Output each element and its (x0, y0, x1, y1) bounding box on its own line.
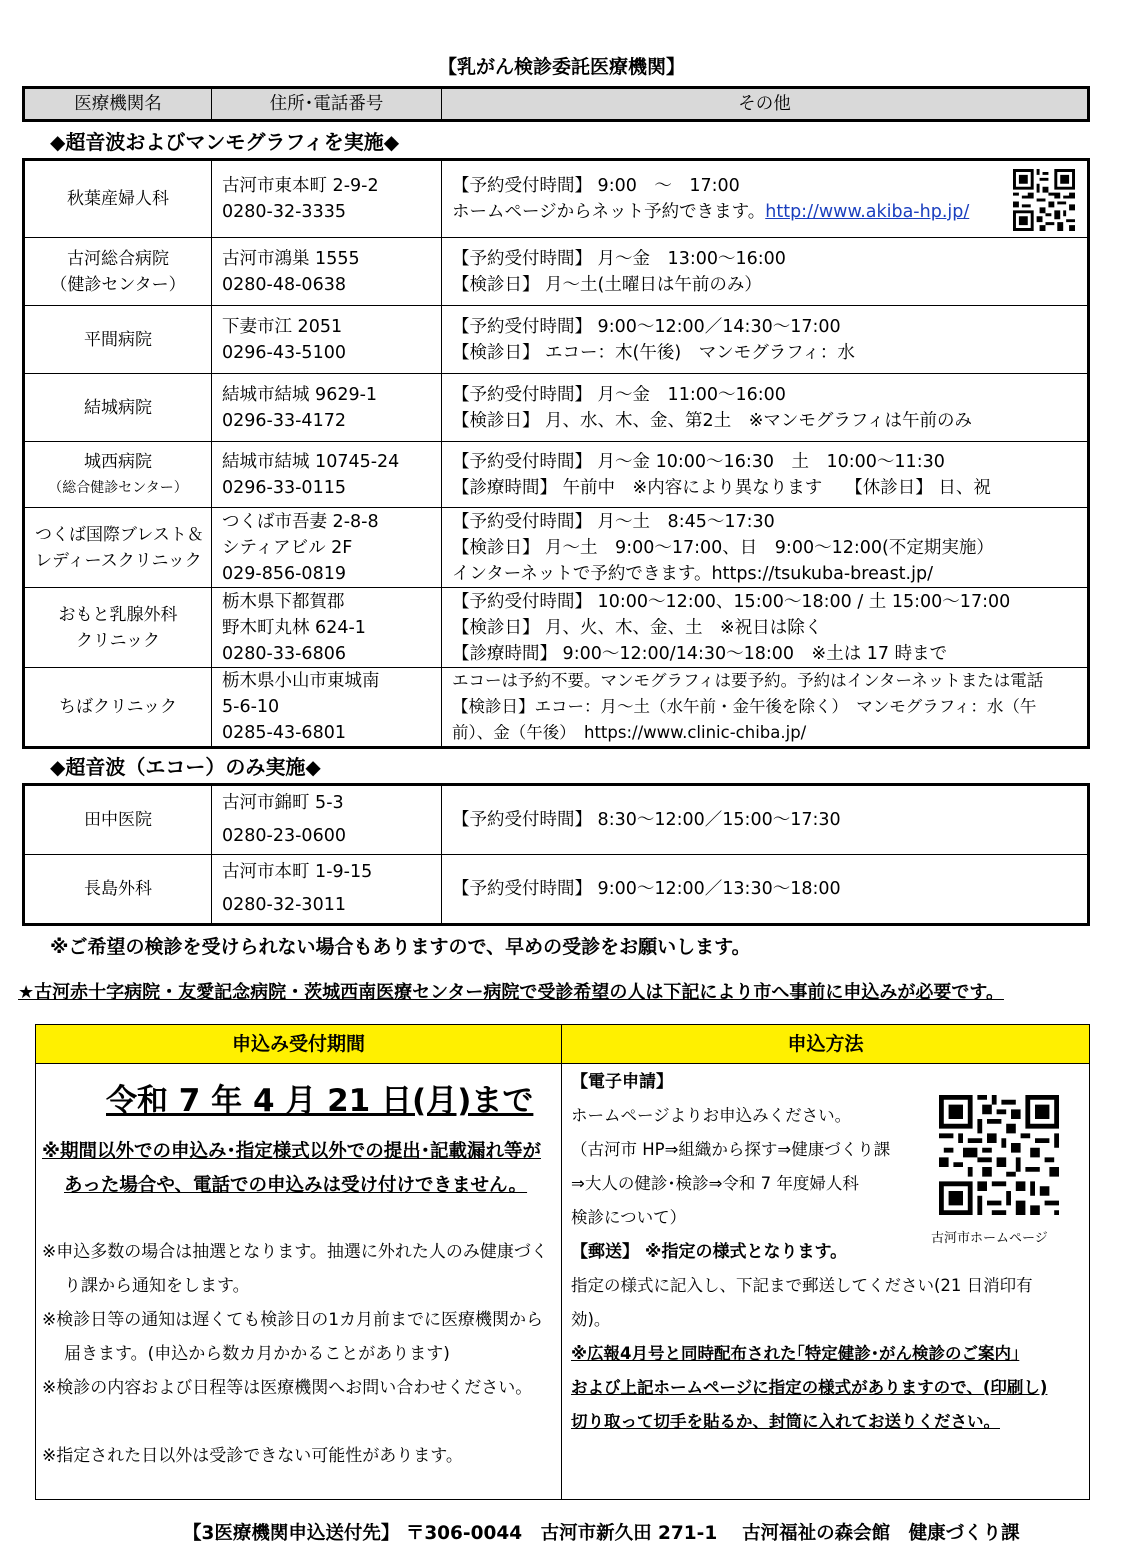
clinic-name: ちばクリニック (24, 668, 212, 748)
pre-registration-notice: ★古河赤十字病院・友愛記念病院・茨城西南医療センター病院で受診希望の人は下記により市へ事前に申込みが必要です。 (18, 982, 1004, 1003)
clinic-other: 【予約受付時間】 10:00～12:00、15:00～18:00 / 土 15:00～17:00 【検診日】 月、火、木、金、土 ※祝日は除く 【診療時間】 9:00～12:00/14:30～18:00 ※土は 17 時まで (442, 588, 1089, 668)
application-box (35, 1024, 1090, 1500)
note-lottery: ※申込多数の場合は抽選となります。抽選に外れた人のみ健康づくり課から通知をします。 (42, 1242, 548, 1296)
clinic-address: 結城市結城 10745-24 0296-33-0115 (212, 442, 442, 508)
clinic-address: 下妻市江 2051 0296-43-5100 (212, 306, 442, 374)
mail-line: および上記ホームページに指定の様式がありますので、(印刷し) (571, 1378, 1048, 1397)
section-title-both: ◆超音波およびマンモグラフィを実施◆ (50, 130, 400, 154)
mail-line: 指定の様式に記入し、下記まで郵送してください(21 日消印有 (571, 1276, 1033, 1295)
header-other: その他 (442, 88, 1089, 121)
table-row (24, 855, 1089, 925)
period-header: 申込み受付期間 (36, 1025, 561, 1064)
section-title-echo: ◆超音波（エコー）のみ実施◆ (50, 755, 321, 779)
early-visit-note: ※ご希望の検診を受けられない場合もありますので、早めの受診をお願いします。 (50, 936, 751, 958)
table-row (24, 785, 1089, 855)
clinic-address: 古河市東本町 2-9-2 0280-32-3335 (212, 160, 442, 238)
table-row (24, 668, 1089, 748)
clinic-name: 長島外科 (24, 855, 212, 925)
header-name: 医療機関名 (24, 88, 212, 121)
clinic-name: 結城病院 (24, 374, 212, 442)
mail-line: 切り取って切手を貼るか、封筒に入れてお送りください。 (571, 1412, 1000, 1431)
clinic-other: 【予約受付時間】 月～土 8:45～17:30 【検診日】 月～土 9:00～17:00、日 9:00～12:00(不定期実施） インターネットで予約できます。https://tsukuba-breast.jp/ (442, 508, 1089, 588)
clinic-address: 古河市錦町 5-3 0280-23-0600 (212, 785, 442, 855)
table-row (24, 588, 1089, 668)
clinic-name: 平間病院 (24, 306, 212, 374)
clinic-address: 栃木県小山市東城南 5-6-10 0285-43-6801 (212, 668, 442, 748)
clinic-other: 【予約受付時間】 9:00～12:00／14:30～17:00 【検診日】 エコー：木(午後) マンモグラフィ：水 (442, 306, 1089, 374)
deadline: 令和 7 年 4 月 21 日(月)まで (106, 1083, 534, 1119)
clinic-other: 【予約受付時間】 月～金 10:00～16:30 土 10:00～11:30 【診療時間】 午前中 ※内容により異なります 【休診日】 日、祝 (442, 442, 1089, 508)
clinic-table-echo (22, 783, 1090, 926)
clinic-address: つくば市吾妻 2-8-8 シティアビル 2F 029-856-0819 (212, 508, 442, 588)
table-row (24, 442, 1089, 508)
table-row (24, 160, 1089, 238)
table-header (22, 86, 1090, 122)
clinic-name: 古河総合病院 （健診センター） (24, 238, 212, 306)
mail-line: ※広報4月号と同時配布された｢特定健診･がん検診のご案内｣ (571, 1344, 1020, 1363)
clinic-address: 結城市結城 9629-1 0296-33-4172 (212, 374, 442, 442)
clinic-address: 古河市本町 1-9-15 0280-32-3011 (212, 855, 442, 925)
table-row (24, 374, 1089, 442)
qr-caption: 古河市ホームページ (931, 1231, 1048, 1246)
table-row (24, 306, 1089, 374)
akiba-link[interactable]: http://www.akiba-hp.jp/ (765, 202, 970, 222)
mailing-address: 【3医療機関申込送付先】 〒306-0044 古河市新久田 271-1 古河福祉の森会館 健康づくり課 (183, 1523, 1020, 1544)
clinic-other: 【予約受付時間】 9:00 ～ 17:00 ホームページからネット予約できます。http://www.akiba-hp.jp/ (442, 160, 1089, 238)
note-notification: ※検診日等の通知は遅くても検診日の1カ月前までに医療機関から届きます。(申込から数カ月かかることがあります) (42, 1310, 544, 1364)
clinic-name: 田中医院 (24, 785, 212, 855)
clinic-other: 【予約受付時間】 9:00～12:00／13:30～18:00 (442, 855, 1089, 925)
table-row (24, 508, 1089, 588)
clinic-other: 【予約受付時間】 8:30～12:00／15:00～17:30 (442, 785, 1089, 855)
qr-code-icon[interactable] (939, 1095, 1059, 1215)
clinic-other: エコーは予約不要。マンモグラフィは要予約。予約はインターネットまたは電話 【検診日】エコー：月～土（水午前・金午後を除く） マンモグラフィ：水（午 前）、金（午後） https://www.clinic-chiba.jp/ (442, 668, 1089, 748)
note-restriction: ※期間以外での申込み･指定様式以外での提出･記載漏れ等があった場合や、電話での申込みは受け付けできません。 (42, 1141, 541, 1196)
mail-title: 【郵送】 ※指定の様式となります。 (571, 1242, 848, 1262)
clinic-name: 秋葉産婦人科 (24, 160, 212, 238)
clinic-address: 古河市鴻巣 1555 0280-48-0638 (212, 238, 442, 306)
clinic-name: おもと乳腺外科 クリニック (24, 588, 212, 668)
clinic-name: 城西病院 （総合健診センター） (24, 442, 212, 508)
clinic-other: 【予約受付時間】 月～金 11:00～16:00 【検診日】 月、水、木、金、第2土 ※マンモグラフィは午前のみ (442, 374, 1089, 442)
note-date: ※指定された日以外は受診できない可能性があります。 (42, 1446, 463, 1466)
clinic-other: 【予約受付時間】 月～金 13:00～16:00 【検診日】 月～土(土曜日は午前のみ） (442, 238, 1089, 306)
electronic-title: 【電子申請】 (571, 1072, 673, 1092)
table-row (24, 238, 1089, 306)
clinic-address: 栃木県下都賀郡 野木町丸林 624-1 0280-33-6806 (212, 588, 442, 668)
electronic-line: ⇒大人の健診･検診⇒令和 7 年度婦人科 (571, 1174, 859, 1193)
clinic-table-both (22, 158, 1090, 749)
qr-code-icon (1013, 169, 1075, 231)
page-title: 【乳がん検診委託医療機関】 (437, 56, 685, 78)
clinic-name: つくば国際ブレスト＆ レディースクリニック (24, 508, 212, 588)
divider (561, 1025, 562, 1499)
electronic-line: 検診について） (571, 1208, 687, 1227)
method-header: 申込方法 (562, 1025, 1089, 1064)
mail-line: 効)。 (571, 1310, 611, 1329)
electronic-line: （古河市 HP⇒組織から探す⇒健康づくり課 (571, 1140, 891, 1159)
note-inquiry: ※検診の内容および日程等は医療機関へお問い合わせください。 (42, 1378, 533, 1398)
electronic-line: ホームページよりお申込みください。 (571, 1106, 852, 1125)
header-address: 住所･電話番号 (212, 88, 442, 121)
